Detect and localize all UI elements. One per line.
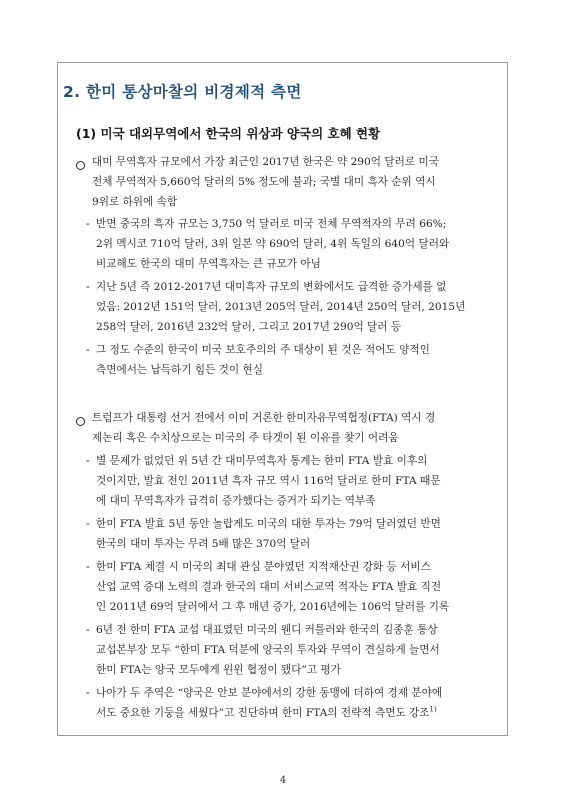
text-line: 반면 중국의 흑자 규모는 3,750 억 달러로 미국 전체 무역적자의 무려 66%; bbox=[96, 218, 447, 230]
circle-bullet-icon bbox=[76, 417, 85, 426]
dash-marker: - bbox=[86, 280, 90, 293]
subsection-title: (1) 미국 대외무역에서 한국의 위상과 양국의 호혜 현황 bbox=[76, 126, 381, 141]
text-line: 산업 교역 증대 노력의 결과 한국의 대미 서비스교역 적자는 FTA 발효 직전 bbox=[96, 581, 442, 593]
bullet-paragraph-2 bbox=[92, 408, 435, 448]
sub-item bbox=[96, 683, 442, 723]
text-line: 서도 중요한 기둥을 세웠다”고 진단하며 한미 FTA의 전략적 측면도 강조 bbox=[96, 707, 430, 719]
text-line: 대미 무역흑자 규모에서 가장 최근인 2017년 한국은 약 290억 달러로 미국 bbox=[92, 156, 439, 168]
text-line: 전체 무역적자 5,660억 달러의 5% 정도에 불과; 국별 대미 흑자 순위 역시 bbox=[92, 176, 436, 188]
text-line: 한미 FTA 발효 5년 동안 놀랍게도 미국의 대한 투자는 79억 달러였던 반면 bbox=[96, 518, 441, 530]
text-line: 6년 전 한미 FTA 교섭 대표였던 미국의 웬디 커틀러와 한국의 김종훈 통상 bbox=[96, 624, 438, 636]
sub-item bbox=[96, 620, 440, 680]
sub-item bbox=[96, 557, 449, 617]
text-line: 한국의 대미 투자는 무려 5배 많은 370억 달러 bbox=[96, 538, 311, 550]
text-line: 나아가 두 주역은 “양국은 안보 분야에서의 강한 동맹에 더하여 경제 분야에 bbox=[96, 687, 443, 699]
circle-bullet-icon bbox=[76, 161, 85, 170]
bullet-paragraph-1 bbox=[92, 152, 439, 212]
text-line: 한미 FTA는 양국 모두에게 윈윈 협정이 됐다”고 평가 bbox=[96, 664, 341, 676]
text-line: 한미 FTA 체결 시 미국의 최대 관심 분야였던 지적재산권 강화 등 서비스 bbox=[96, 561, 431, 573]
dash-marker: - bbox=[86, 343, 90, 356]
sub-item bbox=[96, 277, 465, 337]
sub-item bbox=[96, 340, 430, 380]
footnote-reference[interactable]: 1) bbox=[429, 705, 437, 714]
dash-marker: - bbox=[86, 454, 90, 467]
text-line: 트럼프가 대통령 선거 전에서 이미 거론한 한미자유무역협정(FTA) 역시 경 bbox=[92, 412, 436, 424]
section-title: 2. 한미 통상마찰의 비경제적 측면 bbox=[63, 83, 302, 101]
text-line: 2위 멕시코 710억 달러, 3위 일본 약 690억 달러, 4위 독일의 640억 달러와 bbox=[96, 238, 450, 250]
page-number: 4 bbox=[279, 775, 287, 786]
dash-marker: - bbox=[86, 686, 90, 699]
text-line: 9위로 하위에 속함 bbox=[92, 196, 178, 208]
text-line: 비교해도 한국의 대미 무역흑자는 큰 규모가 아님 bbox=[96, 258, 321, 270]
text-line: 측면에서는 납득하기 힘든 것이 현실 bbox=[96, 364, 263, 376]
dash-marker: - bbox=[86, 560, 90, 573]
sub-item bbox=[96, 514, 441, 554]
text-line: 것이지만, 발효 전인 2011년 흑자 규모 역시 116억 달러로 한미 FTA 때문 bbox=[96, 475, 441, 487]
text-line: 그 정도 수준의 한국이 미국 보호주의의 주 대상이 된 것은 적어도 양적인 bbox=[96, 344, 430, 356]
text-line: 258억 달러, 2016년 232억 달러, 그리고 2017년 290억 달러 등 bbox=[96, 321, 402, 333]
text-line bbox=[96, 703, 442, 723]
text-line: 교섭본부장 모두 “한미 FTA 덕분에 양국의 투자와 무역이 견실하게 늘면서 bbox=[96, 644, 440, 656]
sub-item bbox=[96, 451, 440, 511]
sub-item bbox=[96, 214, 449, 274]
text-line: 제논리 혹은 수치상으로는 미국의 주 타겟이 된 이유를 찾기 어려움 bbox=[92, 432, 399, 444]
text-line: 에 대미 무역흑자가 급격히 증가했다는 증거가 되기는 역부족 bbox=[96, 495, 376, 507]
dash-marker: - bbox=[86, 217, 90, 230]
text-line: 인 2011년 69억 달러에서 그 후 매년 증가, 2016년에는 106억 달러를 기록 bbox=[96, 601, 450, 613]
dash-marker: - bbox=[86, 517, 90, 530]
text-line: 었음: 2012년 151억 달러, 2013년 205억 달러, 2014년 250억 달러, 2015년 bbox=[96, 301, 466, 313]
text-line: 별 문제가 없었던 위 5년 간 대미무역흑자 통계는 한미 FTA 발효 이후의 bbox=[96, 455, 428, 467]
text-line: 지난 5년 즉 2012-2017년 대미흑자 규모의 변화에서도 급격한 증가세를 없 bbox=[96, 281, 447, 293]
dash-marker: - bbox=[86, 623, 90, 636]
